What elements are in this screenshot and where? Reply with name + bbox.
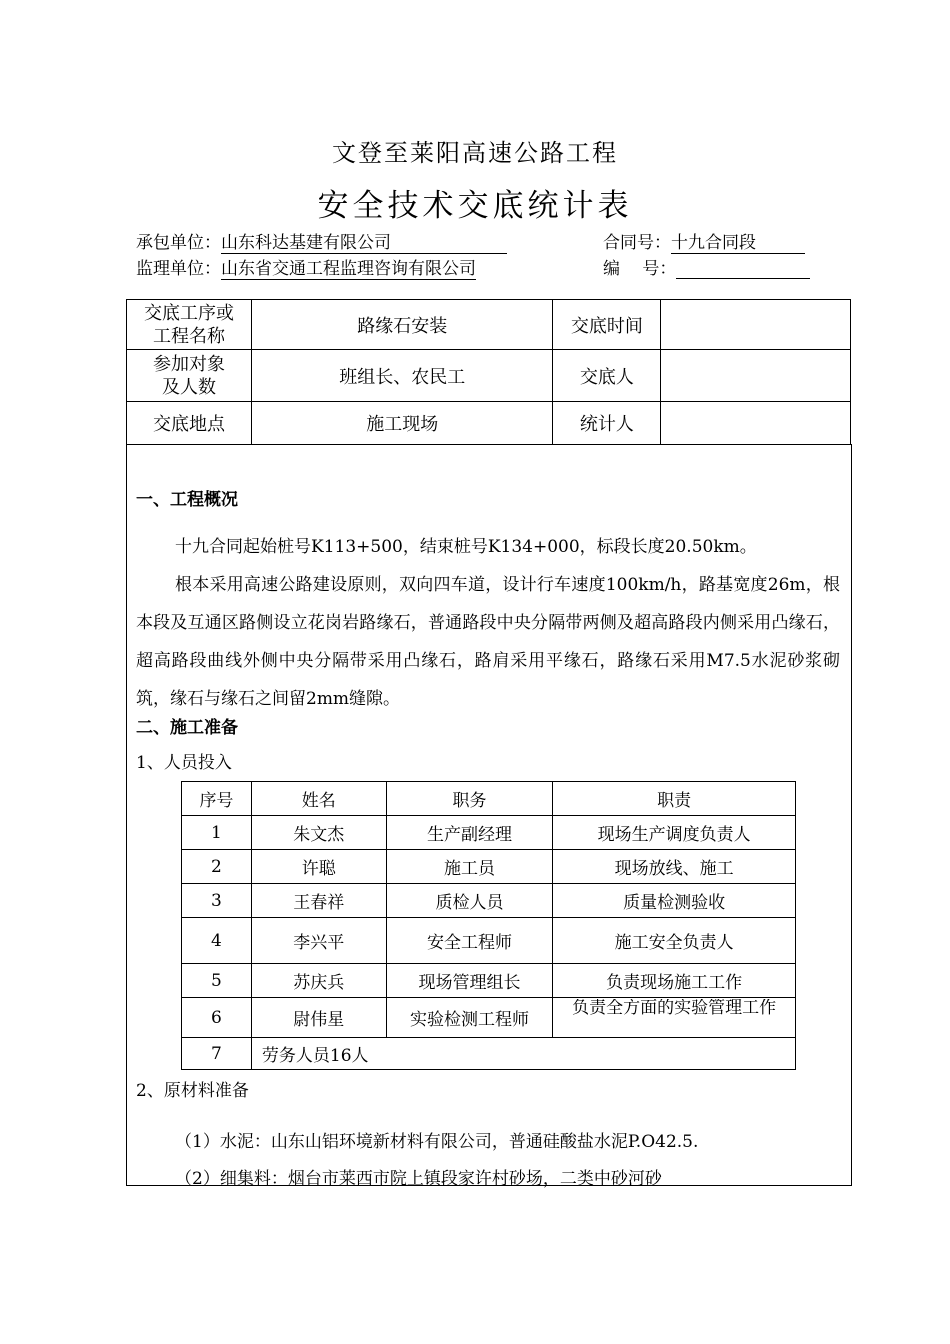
col-header-no: 序号 — [182, 782, 252, 816]
contract-no-label: 合同号： — [603, 233, 671, 253]
participants-value: 班组长、农民工 — [251, 350, 553, 402]
time-value — [661, 300, 851, 350]
table-row — [182, 1038, 796, 1070]
section-overview-title: 一、工程概况 — [136, 490, 238, 510]
supervisor-label: 监理单位： — [136, 259, 221, 279]
row-name: 许聪 — [251, 850, 386, 884]
location-label: 交底地点 — [127, 402, 252, 445]
overview-para-2: 根本采用高速公路建设原则，双向四车道，设计行车速度100km/h，路基宽度26m，根本段及互通区路侧设立花岗岩路缘石，普通路段中央分隔带两侧及超高路段内侧采用凸缘石，超高路段曲线外侧中央分隔带采用凸缘石，路肩采用平缘石，路缘石采用M7.5水泥砂浆砌筑，缘石与缘石之间留2mm缝隙。 — [136, 575, 840, 709]
row-post: 质检人员 — [386, 884, 553, 918]
row-no: 2 — [182, 850, 252, 884]
presenter-label: 交底人 — [553, 350, 661, 402]
row-no: 7 — [182, 1038, 252, 1070]
row-duty: 负责现场施工工作 — [553, 964, 796, 998]
contractor-row — [136, 228, 507, 254]
row-post: 实验检测工程师 — [386, 998, 553, 1038]
row-duty: 质量检测验收 — [553, 884, 796, 918]
row-no: 6 — [182, 998, 252, 1038]
contract-no-value: 十九合同段 — [671, 234, 805, 254]
row-no: 1 — [182, 816, 252, 850]
overview-para-1: 十九合同起始桩号K113+500，结束桩号K134+000，标段长度20.50km。 — [175, 537, 757, 557]
contractor-label: 承包单位： — [136, 233, 221, 253]
presenter-value — [661, 350, 851, 402]
info-table — [126, 299, 851, 445]
row-no: 3 — [182, 884, 252, 918]
table-row — [182, 884, 796, 918]
number-label: 编 号： — [603, 259, 677, 279]
materials-subtitle: 2、原材料准备 — [136, 1081, 249, 1101]
recorder-value — [661, 402, 851, 445]
time-label: 交底时间 — [553, 300, 661, 350]
col-header-duty: 职责 — [553, 782, 796, 816]
row-name: 尉伟星 — [251, 998, 386, 1038]
supervisor-row — [136, 254, 476, 280]
row-duty: 现场放线、施工 — [553, 850, 796, 884]
row-duty: 现场生产调度负责人 — [553, 816, 796, 850]
table-row — [182, 850, 796, 884]
labor-summary: 劳务人员16人 — [251, 1038, 795, 1070]
personnel-header-row — [182, 782, 796, 816]
personnel-table — [181, 781, 796, 1070]
participants-label: 参加对象及人数 — [127, 350, 252, 402]
row-name: 朱文杰 — [251, 816, 386, 850]
row-name: 王春祥 — [251, 884, 386, 918]
col-header-post: 职务 — [386, 782, 553, 816]
row-name: 苏庆兵 — [251, 964, 386, 998]
row-name: 李兴平 — [251, 918, 386, 964]
row-post: 施工员 — [386, 850, 553, 884]
table-row — [182, 816, 796, 850]
material-cement: （1）水泥：山东山铝环境新材料有限公司，普通硅酸盐水泥P.O42.5. — [175, 1132, 699, 1152]
row-duty: 施工安全负责人 — [553, 918, 796, 964]
contractor-value: 山东科达基建有限公司 — [221, 234, 507, 254]
row-no: 5 — [182, 964, 252, 998]
row-duty — [553, 998, 796, 1038]
col-header-name: 姓名 — [251, 782, 386, 816]
contract-no-row — [603, 228, 805, 254]
row-duty-text: 负责全方面的实验管理工作 — [572, 998, 777, 1018]
material-fine-aggregate: （2）细集料：烟台市莱西市院上镇段家许村砂场，二类中砂河砂 — [175, 1169, 662, 1189]
project-title: 文登至莱阳高速公路工程 — [332, 139, 618, 167]
table-row — [182, 964, 796, 998]
procedure-label: 交底工序或工程名称 — [127, 300, 252, 350]
table-row — [182, 918, 796, 964]
row-post: 安全工程师 — [386, 918, 553, 964]
table-row — [182, 998, 796, 1038]
row-post: 现场管理组长 — [386, 964, 553, 998]
row-post: 生产副经理 — [386, 816, 553, 850]
supervisor-value: 山东省交通工程监理咨询有限公司 — [221, 259, 476, 279]
number-value — [676, 259, 810, 279]
form-title: 安全技术交底统计表 — [317, 188, 633, 224]
row-no: 4 — [182, 918, 252, 964]
section-preparation-title: 二、施工准备 — [136, 718, 238, 738]
recorder-label: 统计人 — [553, 402, 661, 445]
number-row — [603, 254, 810, 279]
location-value: 施工现场 — [251, 402, 553, 445]
procedure-value: 路缘石安装 — [251, 300, 553, 350]
personnel-subtitle: 1、人员投入 — [136, 753, 232, 773]
